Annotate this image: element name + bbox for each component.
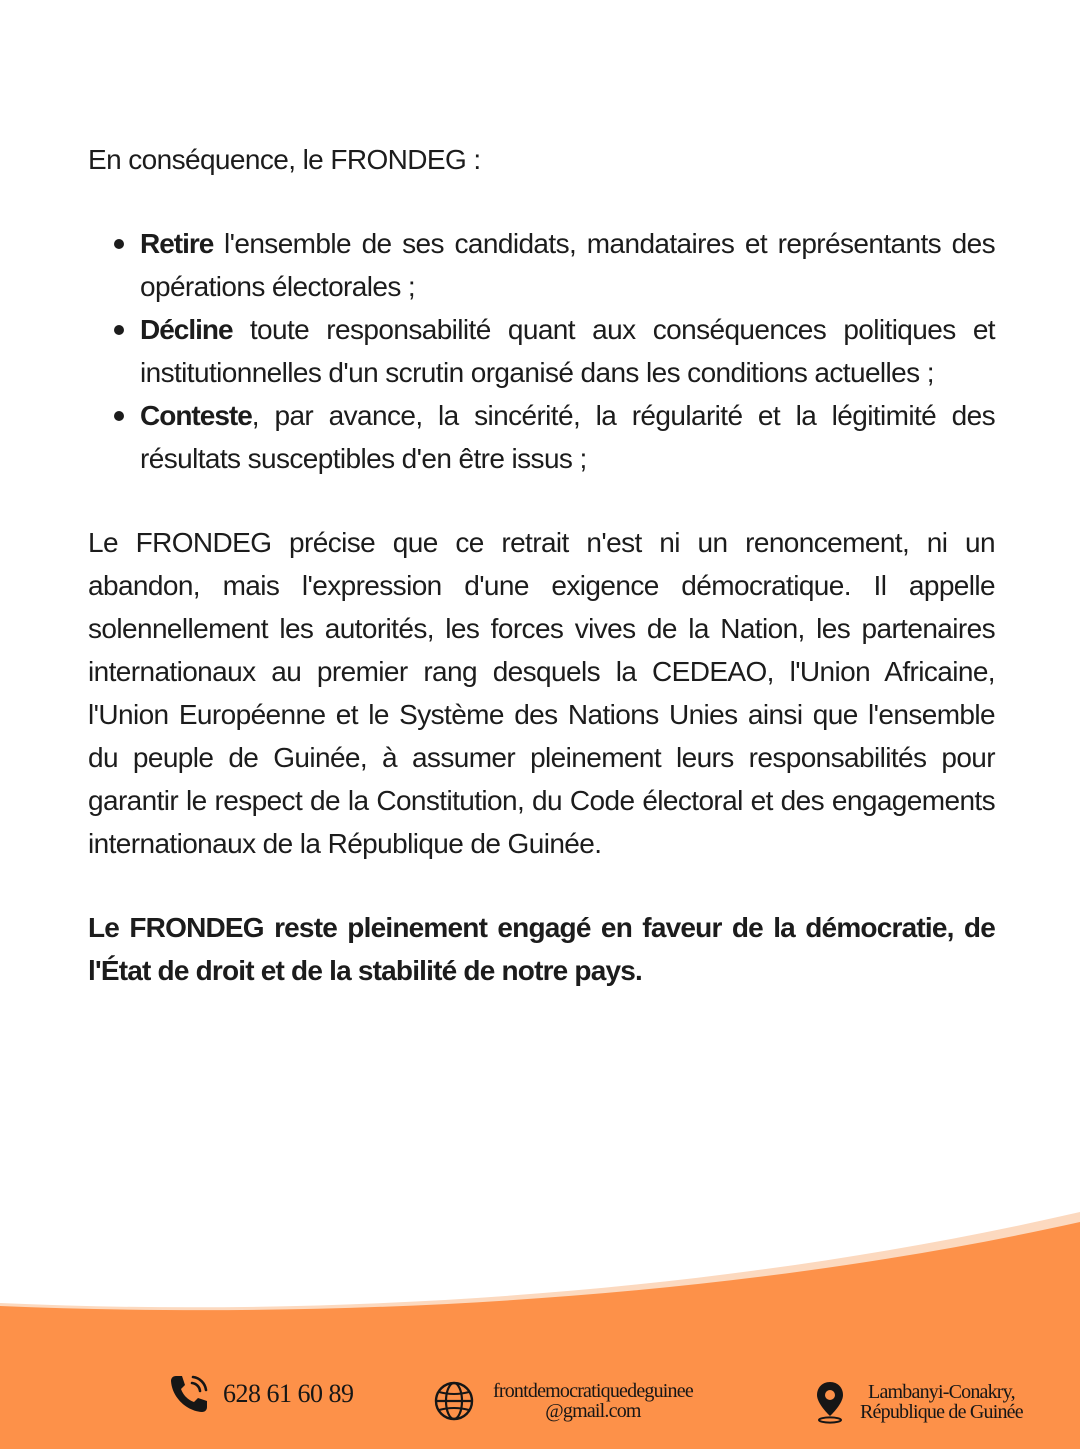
email-line-1: frontdemocratiquedeguinee — [493, 1380, 693, 1402]
list-item-decline — [88, 308, 995, 394]
bullet-keyword: Conteste — [140, 400, 252, 431]
list-item-retire — [88, 222, 995, 308]
footer-address — [814, 1380, 1023, 1424]
footer-phone — [167, 1372, 354, 1416]
address-line-1: Lambanyi-Conakry, — [868, 1381, 1015, 1403]
bullet-text: toute responsabilité quant aux conséquences politiques et institutionnelles d'un scrutin organisé dans les conditions actuelles ; — [140, 314, 995, 388]
intro-line: En conséquence, le FRONDEG : — [88, 144, 481, 175]
bullet-text: , par avance, la sincérité, la régularité et la légitimité des résultats susceptibles d'en être issus ; — [140, 400, 995, 474]
email-line-2: @gmail.com — [545, 1400, 641, 1422]
footer-email — [433, 1380, 693, 1422]
address-line-2: République de Guinée — [860, 1401, 1023, 1423]
list-item-conteste — [88, 394, 995, 480]
phone-number: 628 61 60 89 — [223, 1379, 354, 1408]
address-text — [860, 1382, 1023, 1422]
phone-icon — [167, 1372, 211, 1416]
bullet-text: l'ensemble de ses candidats, mandataires et représentants des opérations électorales ; — [140, 228, 995, 302]
location-pin-icon — [814, 1380, 846, 1424]
email-address — [493, 1381, 693, 1421]
closing-statement: Le FRONDEG reste pleinement engagé en faveur de la démocratie, de l'État de droit et de la stabilité de notre pays. — [88, 912, 995, 986]
decision-list — [88, 222, 995, 480]
bullet-keyword: Retire — [140, 228, 214, 259]
bullet-keyword: Décline — [140, 314, 233, 345]
globe-icon — [433, 1380, 475, 1422]
document-body — [88, 138, 995, 992]
main-paragraph: Le FRONDEG précise que ce retrait n'est ni un renoncement, ni un abandon, mais l'expression d'une exigence démocratique. Il appelle solennellement les autorités, les forces vives de la Nation, les partenaires internationaux au premier rang desquels la CEDEAO, l'Union Africaine, l'Union Européenne et le Système des Nations Unies ainsi que l'ensemble du peuple de Guinée, à assumer pleinement leurs responsabilités pour garantir le respect de la Constitution, du Code électoral et des engagements internationaux de la République de Guinée. — [88, 527, 995, 859]
